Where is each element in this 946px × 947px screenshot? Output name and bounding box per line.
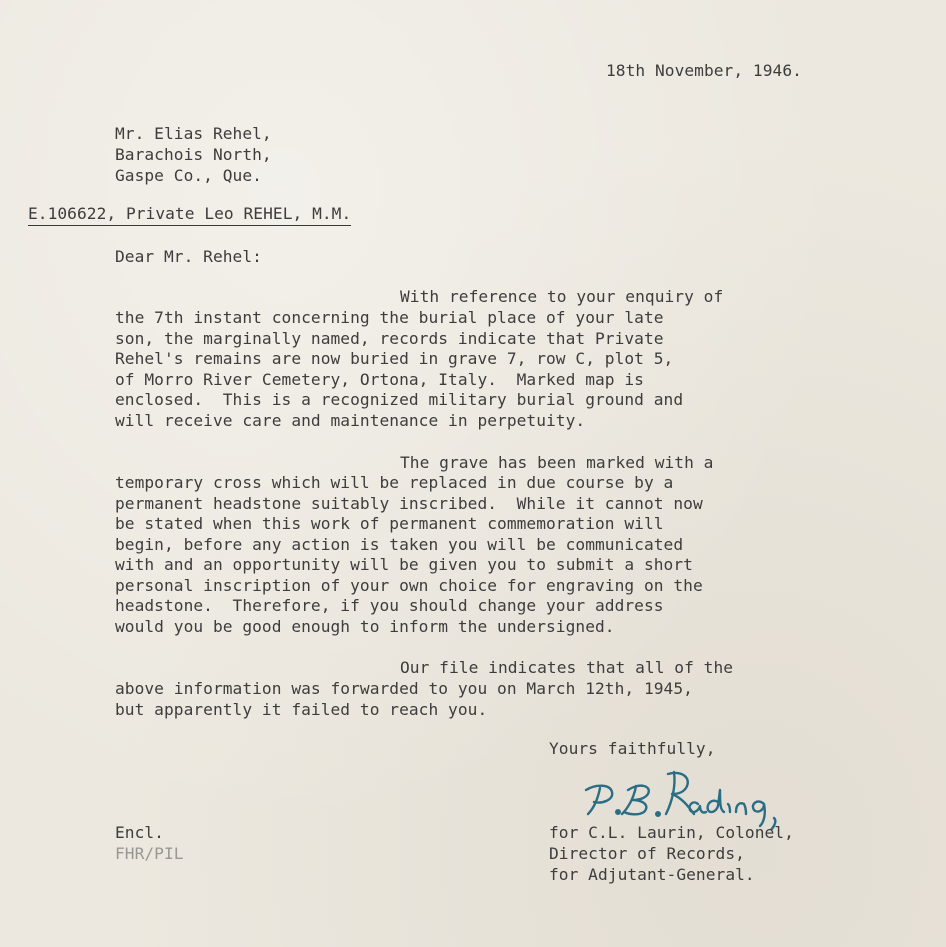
body-line: above information was forwarded to you on March 12th, 1945, [115,679,693,698]
letter-date: 18th November, 1946. [606,61,802,80]
body-line: headstone. Therefore, if you should change your address [115,596,664,615]
signature-line: Director of Records, [549,844,745,863]
body-line: will receive care and maintenance in perpetuity. [115,411,586,430]
subject-line: E.106622, Private Leo REHEL, M.M. [28,204,351,226]
body-line: permanent headstone suitably inscribed. While it cannot now [115,494,703,513]
reference-initials: FHR/PIL [115,844,184,863]
signature-line: for Adjutant-General. [549,865,755,884]
body-line: begin, before any action is taken you will be communicated [115,535,684,554]
signature-scribble [578,760,783,830]
body-line: enclosed. This is a recognized military burial ground and [115,390,684,409]
recipient-address-line: Gaspe Co., Que. [115,166,262,185]
closing: Yours faithfully, [549,739,716,758]
body-line: With reference to your enquiry of [400,287,724,306]
body-line: would you be good enough to inform the undersigned. [115,617,615,636]
recipient-address-line: Barachois North, [115,145,272,164]
body-line: Rehel's remains are now buried in grave 7, row C, plot 5, [115,349,674,368]
body-line: son, the marginally named, records indicate that Private [115,329,664,348]
signature-line: for C.L. Laurin, Colonel, [549,823,794,842]
body-line: temporary cross which will be replaced in due course by a [115,473,674,492]
recipient-name: Mr. Elias Rehel, [115,124,272,143]
salutation: Dear Mr. Rehel: [115,247,262,266]
body-line: the 7th instant concerning the burial place of your late [115,308,664,327]
body-line: with and an opportunity will be given you to submit a short [115,555,693,574]
body-line: but apparently it failed to reach you. [115,700,488,719]
body-line: personal inscription of your own choice for engraving on the [115,576,703,595]
enclosure-note: Encl. [115,823,164,842]
body-line: be stated when this work of permanent commemoration will [115,514,664,533]
body-line: Our file indicates that all of the [400,658,734,677]
body-line: The grave has been marked with a [400,453,714,472]
body-line: of Morro River Cemetery, Ortona, Italy. Marked map is [115,370,644,389]
